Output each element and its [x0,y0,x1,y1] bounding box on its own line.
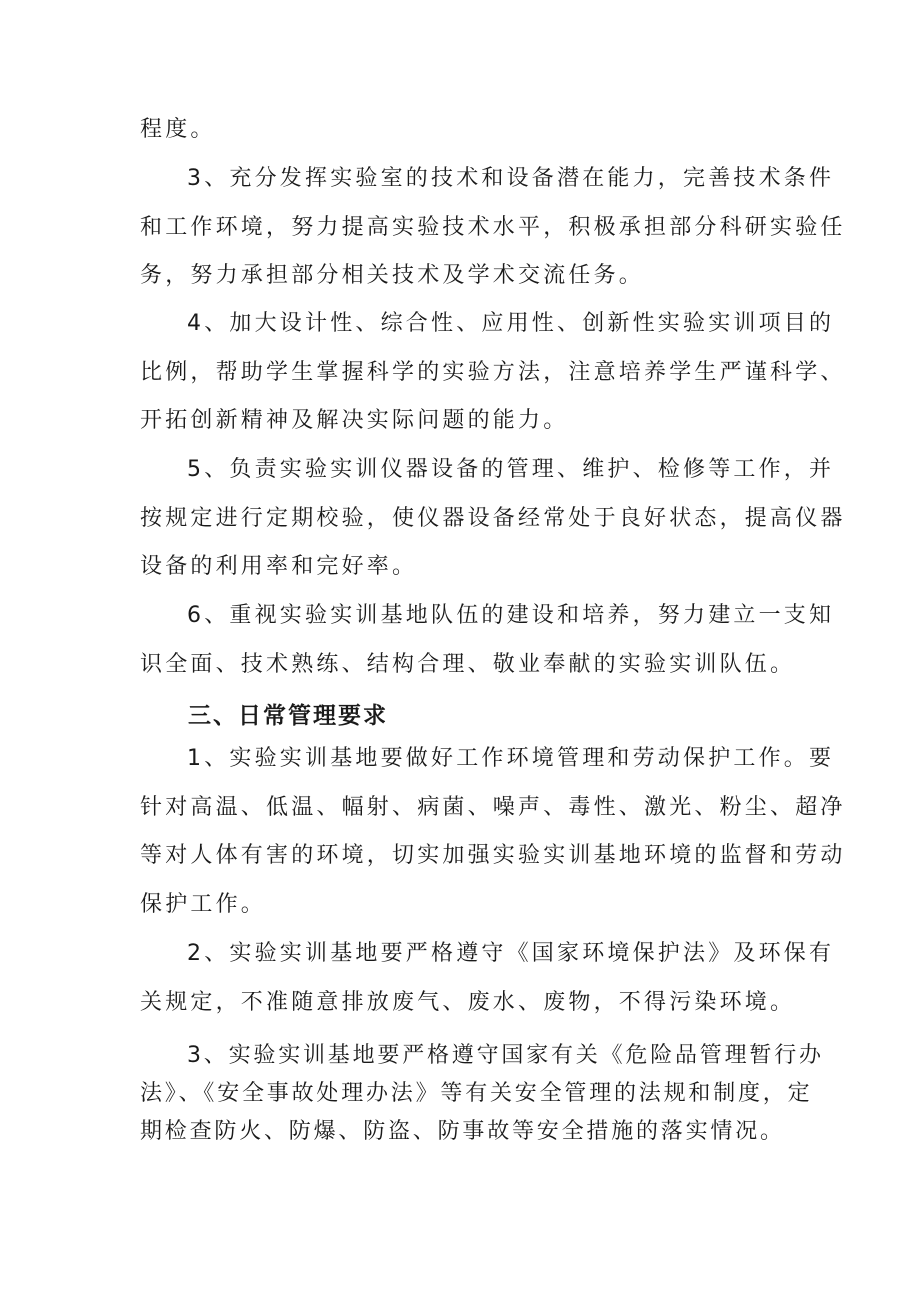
text-line: 程度。 [140,117,216,142]
text-line: 3、充分发挥实验室的技术和设备潜在能力，完善技术条件 [187,166,835,191]
paragraph-item-5 [140,446,846,592]
paragraph-item-3 [140,155,846,301]
text-line: 设备的利用率和完好率。 [140,554,418,579]
text-line: 期检查防火、防爆、防盗、防事故等安全措施的落实情况。 [140,1119,785,1144]
text-line: 开拓创新精神及解决实际问题的能力。 [140,408,569,433]
text-line: 等对人体有害的环境，切实加强实验实训基地环境的监督和劳动 [140,843,846,868]
text-line: 2、实验实训基地要严格遵守《国家环境保护法》及环保有 [187,941,835,966]
paragraph-continuation [140,106,792,155]
text-line: 法》、《安全事故处理办法》等有关安全管理的法规和制度，定 [140,1081,813,1106]
text-line: 保护工作。 [140,891,267,917]
text-line: 3、实验实训基地要严格遵守国家有关《危险品管理暂行办 [187,1043,824,1068]
text-line: 针对高温、低温、幅射、病菌、噪声、毒性、激光、粉尘、超净 [140,794,846,820]
text-line: 按规定进行定期校验，使仪器设备经常处于良好状态，提高仪器 [140,505,846,531]
paragraph-item-3-safety [140,1037,824,1151]
section-heading: 三、日常管理要求 [188,703,388,729]
paragraph-item-2 [140,930,835,1027]
text-line: 关规定，不准随意排放废气、废水、废物，不得污染环境。 [140,989,796,1015]
text-line: 比例，帮助学生掌握科学的实验方法，注意培养学生严谨科学、 [140,359,846,385]
paragraph-item-4 [140,300,846,446]
paragraph-item-1 [140,735,846,929]
text-line: 4、加大设计性、综合性、应用性、创新性实验实训项目的 [187,311,835,336]
text-line: 和工作环境，努力提高实验技术水平，积极承担部分科研实验任 [140,214,846,240]
text-line: 识全面、技术熟练、结构合理、敬业奉献的实验实训队伍。 [140,651,796,677]
text-line: 6、重视实验实训基地队伍的建设和培养，努力建立一支知 [187,603,835,628]
text-line: 5、负责实验实训仪器设备的管理、维护、检修等工作，并 [187,457,835,482]
text-line: 1、实验实训基地要做好工作环境管理和劳动保护工作。要 [187,746,835,771]
text-line: 务，努力承担部分相关技术及学术交流任务。 [140,263,645,288]
paragraph-item-6 [140,592,835,689]
